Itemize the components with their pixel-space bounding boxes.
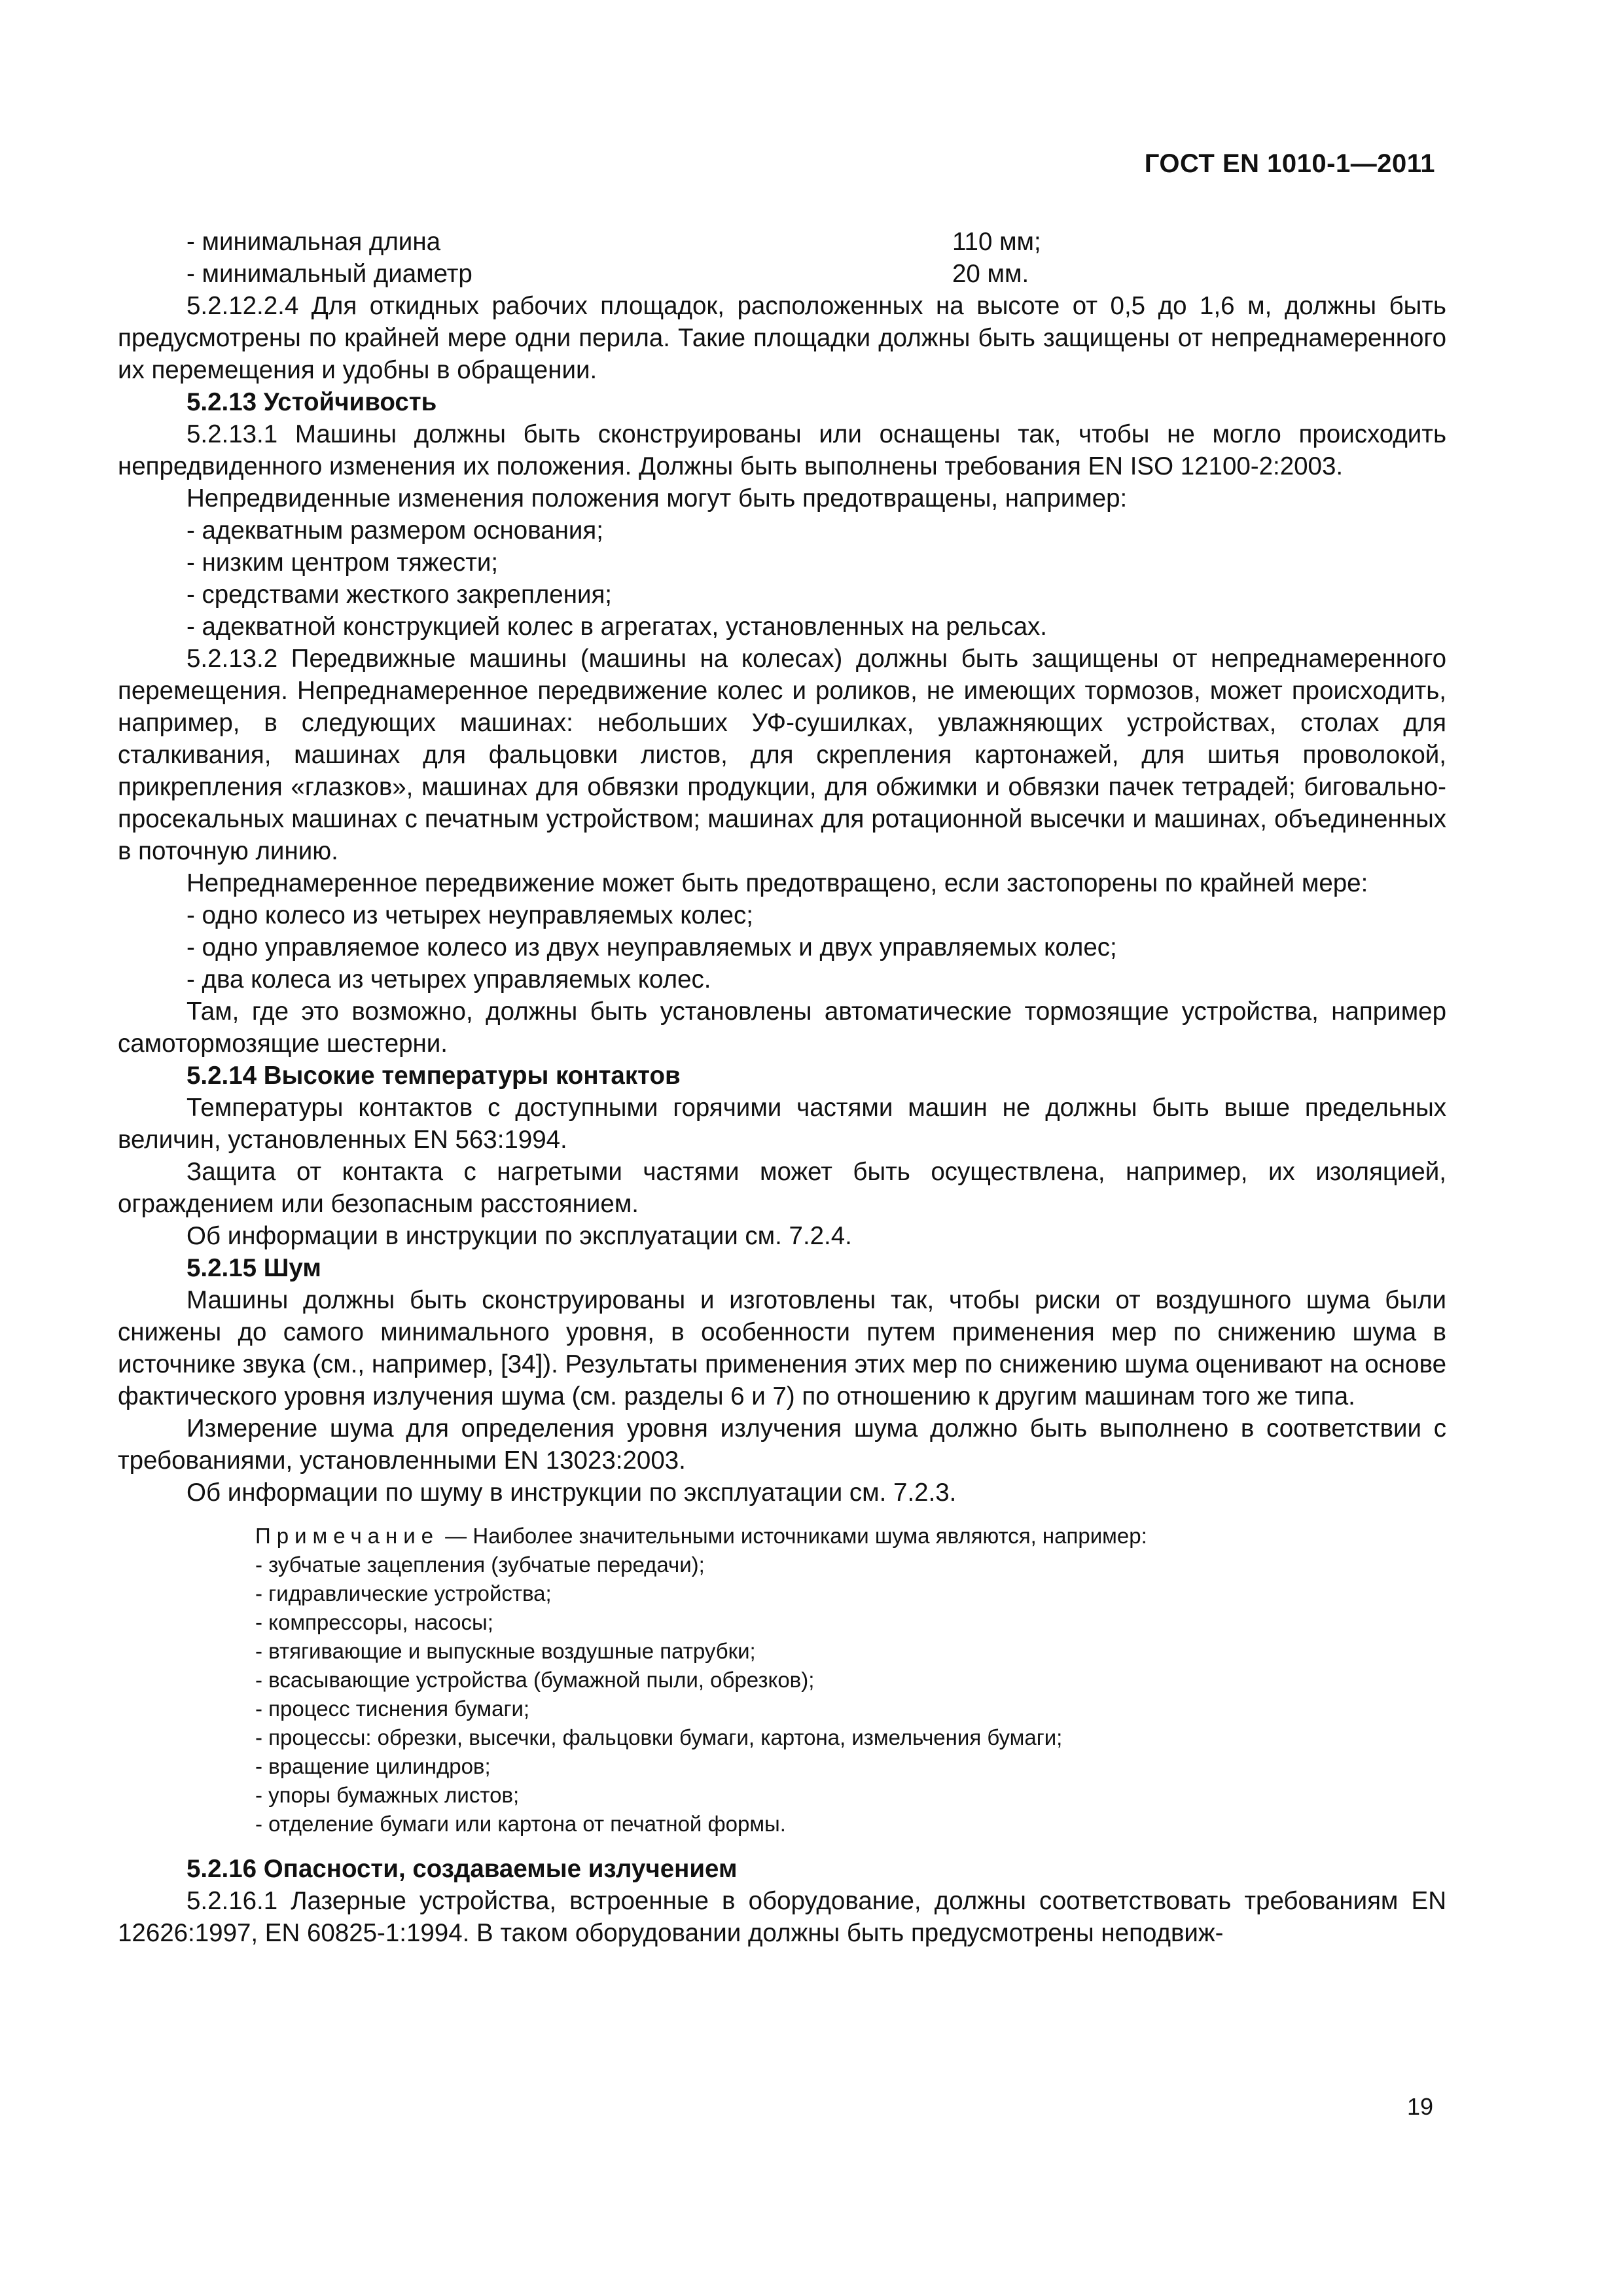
page-body bbox=[118, 226, 1446, 1949]
paragraph-brakes: Там, где это возможно, должны быть установлены автоматические тормозящие устройства, например самотормозящие шестерни. bbox=[118, 997, 1446, 1058]
paragraph-5-2-16-1: 5.2.16.1 Лазерные устройства, встроенные в оборудование, должны соответствовать требованиям EN 12626:1997, EN 60825-1:1994. В таком оборудовании должны быть предусмотрены неподвиж- bbox=[118, 1887, 1446, 1947]
document-code-header: ГОСТ EN 1010-1—2011 bbox=[1144, 149, 1435, 178]
note-label: Примечание bbox=[255, 1524, 440, 1548]
paragraph-temperature-reference: Об информации в инструкции по эксплуатации см. 7.2.4. bbox=[187, 1222, 852, 1250]
paragraph-temperature-limits: Температуры контактов с доступными горячими частями машин не должны быть выше предельных величин, установленных EN 563:1994. bbox=[118, 1094, 1446, 1154]
note-heading bbox=[118, 1522, 1446, 1551]
note-list-item: - упоры бумажных листов; bbox=[255, 1783, 520, 1807]
paragraph-contact-protection: Защита от контакта с нагретыми частями может быть осуществлена, например, их изоляцией, ограждением или безопасным расстоянием. bbox=[118, 1158, 1446, 1218]
paragraph-unforeseen-changes: Непредвиденные изменения положения могут быть предотвращены, например: bbox=[187, 484, 1128, 512]
list-item: - адекватным размером основания; bbox=[187, 516, 603, 545]
note-list-item: - всасывающие устройства (бумажной пыли, обрезков); bbox=[255, 1668, 815, 1692]
section-heading-5-2-15: 5.2.15 Шум bbox=[187, 1254, 321, 1282]
paragraph-prevention: Непреднамеренное передвижение может быть предотвращено, если застопорены по крайней мере: bbox=[187, 869, 1368, 897]
list-item: - низким центром тяжести; bbox=[187, 548, 499, 577]
note-block bbox=[118, 1522, 1446, 1839]
list-item: - два колеса из четырех управляемых колес. bbox=[187, 965, 711, 994]
dimension-label: - минимальный диаметр bbox=[187, 260, 473, 288]
note-list-item: - процессы: обрезки, высечки, фальцовки бумаги, картона, измельчения бумаги; bbox=[255, 1725, 1063, 1749]
paragraph-noise-measurement: Измерение шума для определения уровня излучения шума должно быть выполнено в соответствии с требованиями, установленными EN 13023:2003. bbox=[118, 1414, 1446, 1475]
dimension-row bbox=[118, 258, 1446, 290]
paragraph-5-2-13-2: 5.2.13.2 Передвижные машины (машины на колесах) должны быть защищены от непреднамеренного перемещения. Непреднамеренное передвижение колес и роликов, не имеющих тормозов, может происходить, например, в следующих машинах: небольших УФ-сушилках, увлажняющих устройствах, столах для сталкивания, машинах для фальцовки листов, для скрепления картонажей, для шитья проволокой, прикрепления «глазков», машинах для обвязки продукции, для обжимки и обвязки пачек тетрадей; биговально-просекальных машинах с печатным устройством; машинах для ротационной высечки и машинах, объединенных в поточную линию. bbox=[118, 645, 1446, 865]
note-list-item: - отделение бумаги или картона от печатной формы. bbox=[255, 1812, 786, 1836]
dimension-value: 110 мм; bbox=[952, 228, 1041, 256]
note-list-item: - компрессоры, насосы; bbox=[255, 1610, 493, 1634]
paragraph-noise-reference: Об информации по шуму в инструкции по эксплуатации см. 7.2.3. bbox=[187, 1479, 957, 1507]
note-list-item: - вращение цилиндров; bbox=[255, 1754, 491, 1778]
note-list-item: - гидравлические устройства; bbox=[255, 1581, 552, 1605]
section-heading-5-2-13: 5.2.13 Устойчивость bbox=[187, 388, 437, 416]
note-list-item: - процесс тиснения бумаги; bbox=[255, 1696, 530, 1721]
page-number: 19 bbox=[1406, 2093, 1433, 2120]
list-item: - средствами жесткого закрепления; bbox=[187, 581, 613, 609]
paragraph-5-2-13-1: 5.2.13.1 Машины должны быть сконструированы или оснащены так, чтобы не могло происходить непредвиденного изменения их положения. Должны быть выполнены требования EN ISO 12100-2:2003. bbox=[118, 420, 1446, 480]
dimension-row bbox=[118, 226, 1446, 258]
list-item: - одно колесо из четырех неуправляемых колес; bbox=[187, 901, 753, 929]
paragraph-5-2-12-2-4: 5.2.12.2.4 Для откидных рабочих площадок, расположенных на высоте от 0,5 до 1,6 м, должны быть предусмотрены по крайней мере одни перила. Такие площадки должны быть защищены от непреднамеренного их перемещения и удобны в обращении. bbox=[118, 292, 1446, 384]
paragraph-noise-design: Машины должны быть сконструированы и изготовлены так, чтобы риски от воздушного шума были снижены до самого минимального уровня, в особенности путем применения мер по снижению шума в источнике звука (см., например, [34]). Результаты применения этих мер по снижению шума оценивают на основе фактического уровня излучения шума (см. разделы 6 и 7) по отношению к другим машинам того же типа. bbox=[118, 1286, 1446, 1410]
note-text: — Наиболее значительными источниками шума являются, например: bbox=[439, 1524, 1147, 1548]
note-list-item: - втягивающие и выпускные воздушные патрубки; bbox=[255, 1639, 756, 1663]
section-heading-5-2-16: 5.2.16 Опасности, создаваемые излучением bbox=[187, 1855, 738, 1883]
dimension-label: - минимальная длина bbox=[187, 228, 440, 256]
list-item: - одно управляемое колесо из двух неуправляемых и двух управляемых колес; bbox=[187, 933, 1117, 961]
section-heading-5-2-14: 5.2.14 Высокие температуры контактов bbox=[187, 1062, 681, 1090]
dimension-value: 20 мм. bbox=[952, 260, 1029, 288]
note-list-item: - зубчатые зацепления (зубчатые передачи); bbox=[255, 1552, 705, 1577]
list-item: - адекватной конструкцией колес в агрегатах, установленных на рельсах. bbox=[187, 613, 1047, 641]
